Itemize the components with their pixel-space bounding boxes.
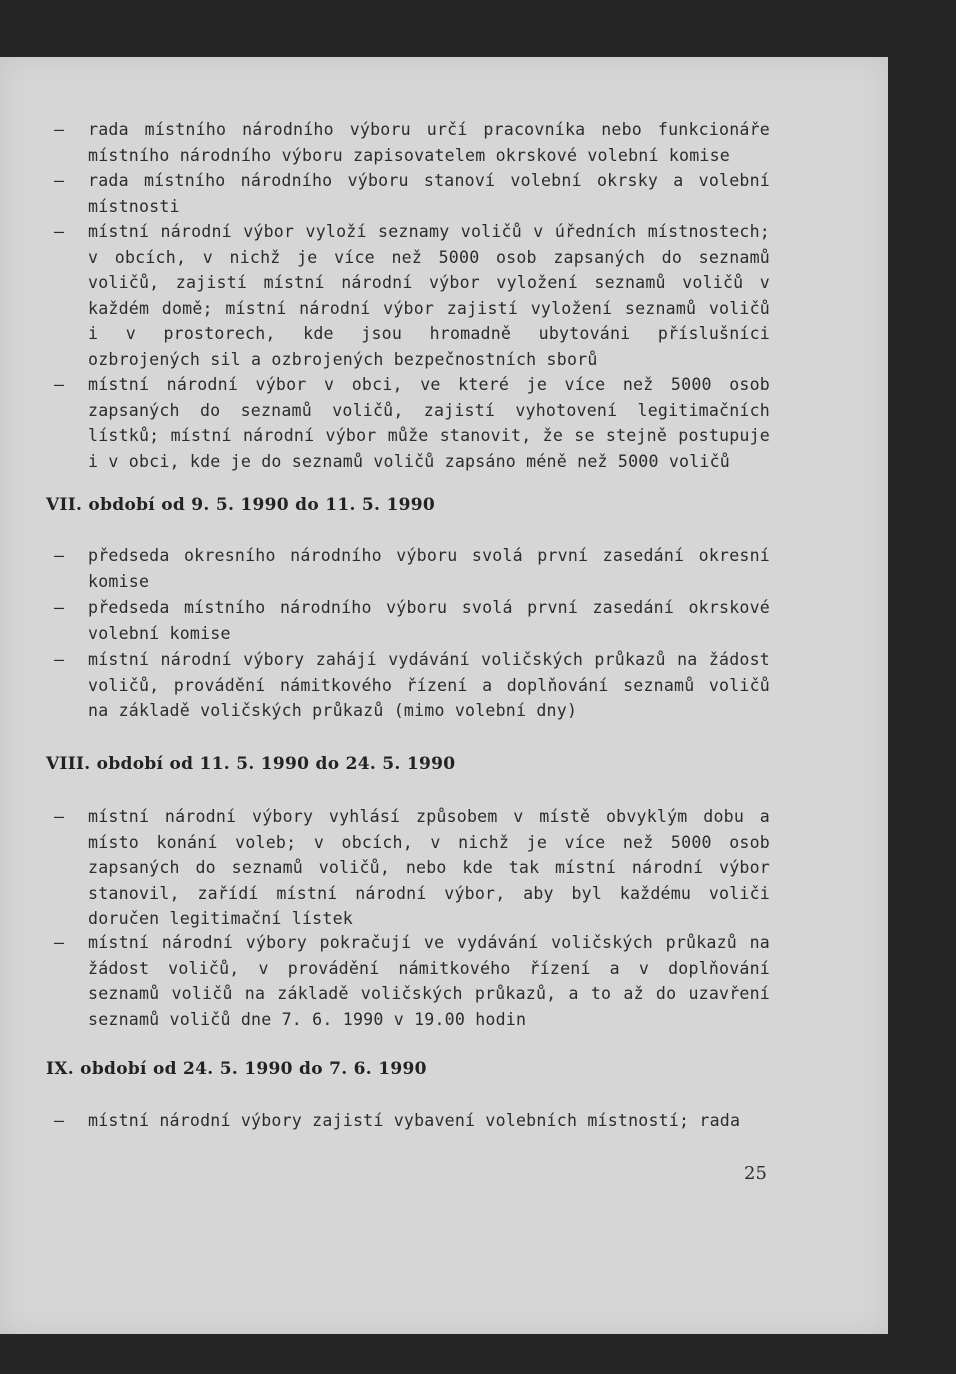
dash-bullet: — (54, 546, 65, 565)
list-item (54, 168, 770, 219)
dash-bullet: — (54, 807, 65, 826)
section-heading: IX. období od 24. 5. 1990 do 7. 6. 1990 (46, 1059, 427, 1079)
section-heading: VII. období od 9. 5. 1990 do 11. 5. 1990 (46, 495, 435, 515)
item-text: místní národní výbor v obci, ve které je více než 5000 osob zapsaných do seznamů voličů, zajistí vyhotovení legitimačních lístků; místní národní výbor může stanovit, že se stejně postupuje i v obci, kde je do seznamů voličů zapsáno méně než 5000 voličů (88, 375, 770, 471)
page-number: 25 (744, 1163, 767, 1184)
list-item (54, 372, 770, 474)
dash-bullet: — (54, 222, 65, 241)
item-text: místní národní výbory zajistí vybavení volebních místností; rada (88, 1111, 741, 1130)
list-item (54, 595, 770, 646)
item-text: rada místního národního výboru stanoví volební okrsky a volební místnosti (88, 171, 770, 216)
list-item (54, 1108, 770, 1134)
item-text: předseda místního národního výboru svolá první zasedání okrskové volební komise (88, 598, 770, 643)
item-text: místní národní výbory zahájí vydávání voličských průkazů na žádost voličů, provádění námitkového řízení a doplňování seznamů voličů na základě voličských průkazů (mimo volební dny) (88, 650, 770, 721)
item-text: místní národní výbory pokračují ve vydávání voličských průkazů na žádost voličů, v provádění námitkového řízení a v doplňování seznamů voličů na základě voličských průkazů, a to až do uzavření seznamů voličů dne 7. 6. 1990 v 19.00 hodin (88, 933, 770, 1029)
list-item (54, 219, 770, 373)
list-item (54, 117, 770, 168)
list-item (54, 647, 770, 724)
dash-bullet: — (54, 650, 65, 669)
dash-bullet: — (54, 171, 65, 190)
item-text: místní národní výbor vyloží seznamy voličů v úředních místnostech; v obcích, v nichž je více než 5000 osob zapsaných do seznamů voličů, zajistí místní národní výbor vyložení seznamů voličů v každém domě; místní národní výbor zajistí vyložení seznamů voličů i v prostorech, kde jsou hromadně ubytováni příslušníci ozbrojených sil a ozbrojených bezpečnostních sborů (88, 222, 770, 369)
dash-bullet: — (54, 933, 65, 952)
document-page (0, 57, 888, 1334)
dash-bullet: — (54, 120, 65, 139)
item-text: rada místního národního výboru určí pracovníka nebo funkcionáře místního národního výboru zapisovatelem okrskové volební komise (88, 120, 770, 165)
item-text: místní národní výbory vyhlásí způsobem v místě obvyklým dobu a místo konání voleb; v obcích, v nichž je více než 5000 osob zapsaných do seznamů voličů, nebo kde tak místní národní výbor stanovil, zařídí místní národní výbor, aby byl každému voliči doručen legitimační lístek (88, 807, 770, 929)
dash-bullet: — (54, 1111, 65, 1130)
list-item (54, 804, 770, 932)
section-heading: VIII. období od 11. 5. 1990 do 24. 5. 1990 (46, 754, 456, 774)
list-item (54, 930, 770, 1032)
list-item (54, 543, 770, 594)
item-text: předseda okresního národního výboru svolá první zasedání okresní komise (88, 546, 770, 591)
dash-bullet: — (54, 375, 65, 394)
dash-bullet: — (54, 598, 65, 617)
